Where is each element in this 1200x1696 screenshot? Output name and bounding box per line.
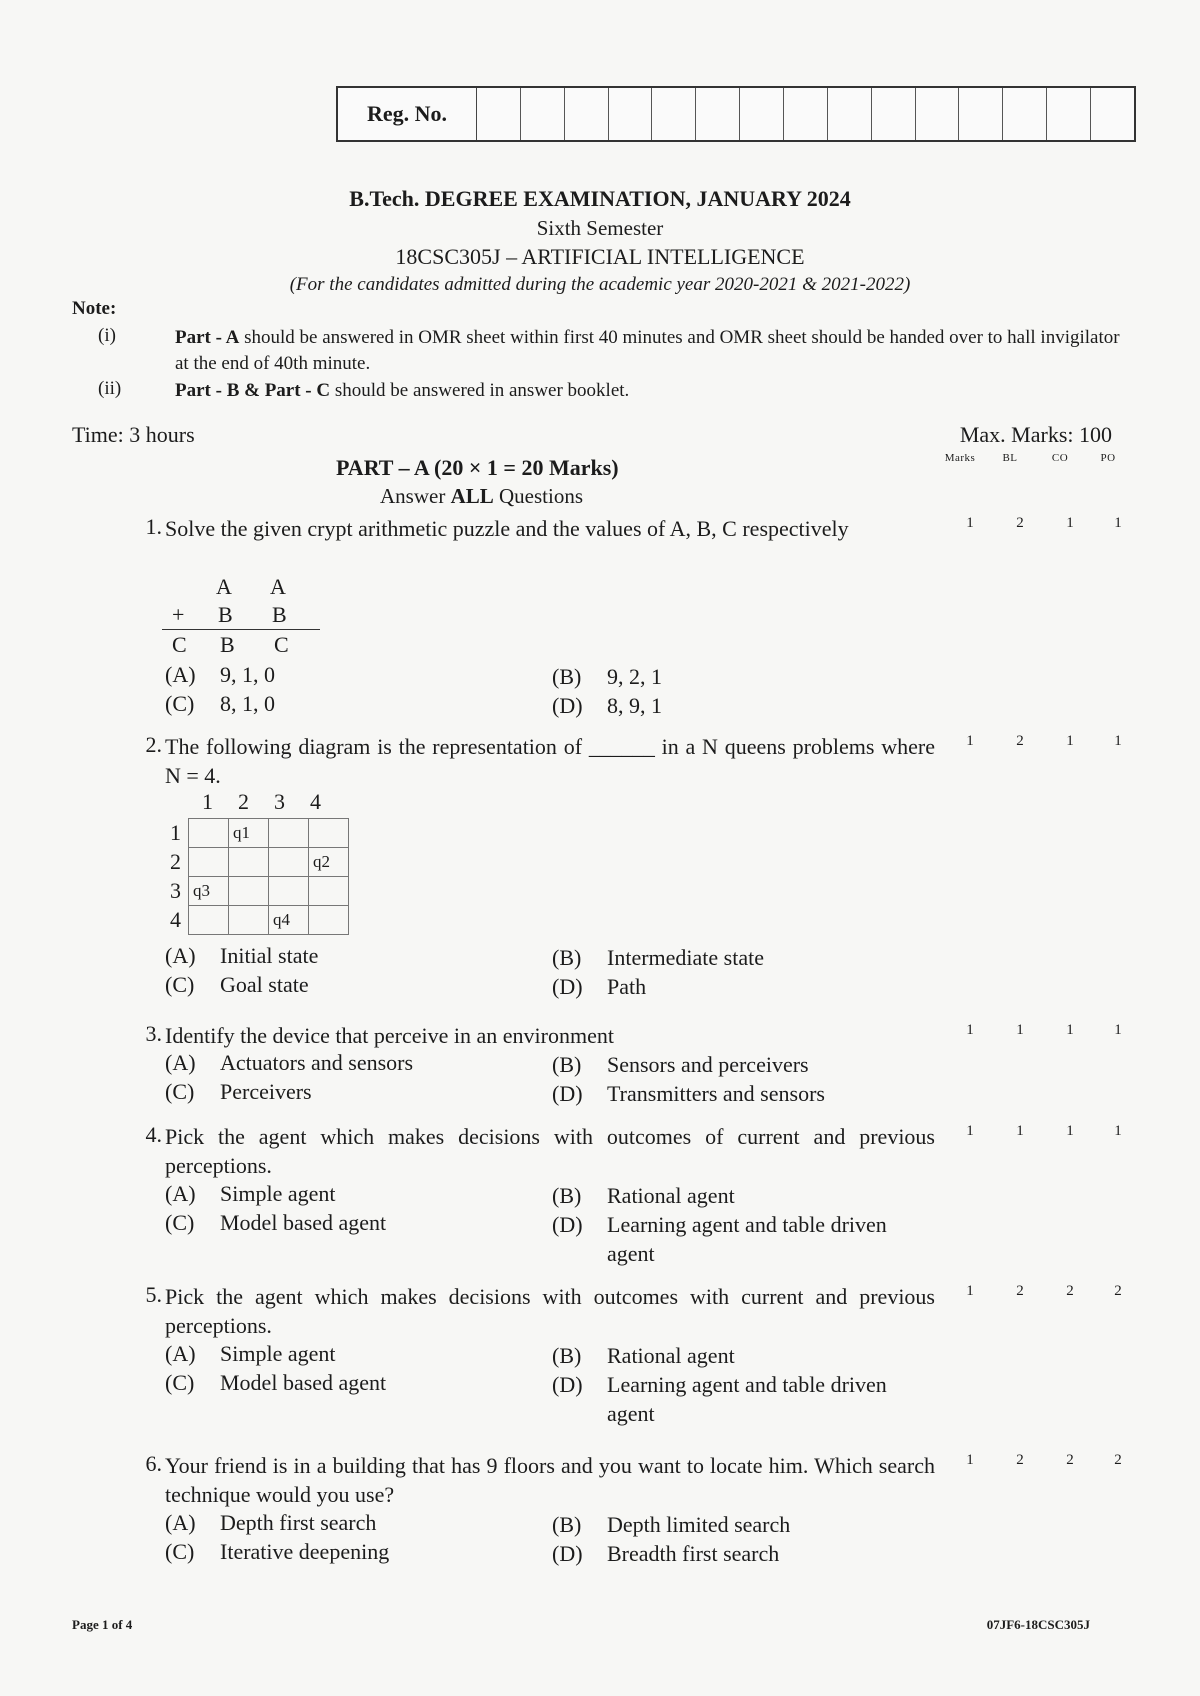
note-heading: Note: xyxy=(72,298,117,319)
option-text: 9, 2, 1 xyxy=(607,664,662,689)
board-row xyxy=(189,877,349,906)
board-cell: q3 xyxy=(189,877,229,906)
option-label: (B) xyxy=(552,945,582,970)
option-text: Actuators and sensors xyxy=(220,1050,414,1075)
puzzle-letter: A xyxy=(270,574,286,599)
puzzle-letter: B xyxy=(272,602,287,627)
board-cell: q2 xyxy=(309,848,349,877)
reg-no-label: Reg. No. xyxy=(338,88,477,140)
part-a-instruction xyxy=(380,484,583,509)
option-label: (C) xyxy=(165,1539,195,1564)
option xyxy=(552,1341,942,1370)
board-col-label: 1 xyxy=(202,789,213,814)
option-label: (A) xyxy=(165,1050,196,1075)
board-col-label: 2 xyxy=(238,789,249,814)
puzzle-letter: C xyxy=(274,632,289,657)
board-cell xyxy=(189,819,229,848)
option xyxy=(165,943,318,969)
option-label: (B) xyxy=(552,1512,582,1537)
question-number: 2. xyxy=(145,732,162,757)
puzzle-sum-line xyxy=(162,629,320,630)
question-number: 5. xyxy=(145,1282,162,1307)
option-label: (B) xyxy=(552,1183,582,1208)
option-text: Initial state xyxy=(220,943,319,968)
column-header-co: CO xyxy=(1051,452,1069,464)
option-text: Iterative deepening xyxy=(220,1539,390,1564)
board-cell xyxy=(229,877,269,906)
question-po: 1 xyxy=(1114,515,1122,531)
puzzle-letter: B xyxy=(218,602,233,627)
semester: Sixth Semester xyxy=(536,216,664,240)
reg-no-cell xyxy=(872,88,916,140)
board-cell xyxy=(309,819,349,848)
option-text: 8, 9, 1 xyxy=(607,693,662,718)
option xyxy=(165,1079,312,1105)
question-bl: 2 xyxy=(1016,1283,1024,1299)
option xyxy=(552,1050,942,1079)
board-col-label: 4 xyxy=(310,789,321,814)
question-text: Pick the agent which makes decisions with outcomes with current and previous perceptions. xyxy=(165,1284,935,1338)
board-cell: q1 xyxy=(229,819,269,848)
note-item-number: (i) xyxy=(98,325,116,346)
reg-no-cell xyxy=(828,88,872,140)
puzzle-letter: B xyxy=(220,632,235,657)
question-bl: 2 xyxy=(1016,515,1024,531)
paper-code: 07JF6-18CSC305J xyxy=(986,1617,1090,1632)
note-item-bold: Part - A xyxy=(175,327,240,348)
question-number: 6. xyxy=(145,1451,162,1476)
option-label: (D) xyxy=(552,693,583,718)
board-row xyxy=(189,819,349,848)
option-label: (B) xyxy=(552,1343,582,1368)
column-header-po: PO xyxy=(1100,452,1116,464)
note-item xyxy=(175,325,1125,377)
option xyxy=(552,1210,942,1268)
board-row xyxy=(189,848,349,877)
board-cell: q4 xyxy=(269,906,309,935)
board-row-label: 2 xyxy=(170,849,181,874)
board-cell xyxy=(189,906,229,935)
option-text: Simple agent xyxy=(220,1181,336,1206)
question-co: 1 xyxy=(1066,733,1074,749)
puzzle-letter: C xyxy=(172,632,187,657)
option-label: (C) xyxy=(165,972,195,997)
page-number: Page 1 of 4 xyxy=(72,1617,133,1632)
option xyxy=(165,662,275,688)
note-item-bold: Part - B & Part - C xyxy=(175,380,331,401)
puzzle-plus: + xyxy=(172,602,185,627)
option-label: (C) xyxy=(165,1370,195,1395)
board-col-label: 3 xyxy=(274,789,285,814)
question-po: 2 xyxy=(1114,1283,1122,1299)
question-marks: 1 xyxy=(966,1452,974,1468)
option-text: Intermediate state xyxy=(607,945,764,970)
question-co: 1 xyxy=(1066,1022,1074,1038)
option-label: (D) xyxy=(552,1212,583,1237)
option-label: (A) xyxy=(165,1510,196,1535)
option xyxy=(165,1050,413,1076)
note-item xyxy=(175,378,1125,404)
reg-no-cell xyxy=(1047,88,1091,140)
instruction-bold: ALL xyxy=(450,484,494,508)
option xyxy=(165,691,275,717)
board-cell xyxy=(269,848,309,877)
question-co: 2 xyxy=(1066,1452,1074,1468)
option-text: Transmitters and sensors xyxy=(607,1081,825,1106)
question-text: Your friend is in a building that has 9 floors and you want to locate him. Which search technique would you use? xyxy=(165,1453,935,1507)
option-label: (B) xyxy=(552,664,582,689)
option xyxy=(552,1539,942,1568)
option-text: Learning agent and table driven agent xyxy=(607,1212,887,1266)
option-text: Learning agent and table driven agent xyxy=(607,1372,887,1426)
option-label: (C) xyxy=(165,691,195,716)
note-item-number: (ii) xyxy=(98,378,122,399)
instruction-text: Answer xyxy=(380,484,451,508)
board-cell xyxy=(309,877,349,906)
question-text: The following diagram is the representation of ______ in a N queens problems where N = 4. xyxy=(165,734,935,788)
option-text: Rational agent xyxy=(607,1343,735,1368)
option-label: (B) xyxy=(552,1052,582,1077)
option xyxy=(165,1539,389,1565)
option-text: Perceivers xyxy=(220,1079,312,1104)
reg-no-cell xyxy=(959,88,1003,140)
question-number: 4. xyxy=(145,1122,162,1147)
option xyxy=(552,943,942,972)
question-text: Pick the agent which makes decisions with outcomes of current and previous perceptions. xyxy=(165,1124,935,1178)
option-text: Model based agent xyxy=(220,1210,387,1235)
option xyxy=(165,1370,386,1396)
option-label: (A) xyxy=(165,1181,196,1206)
option xyxy=(552,1181,942,1210)
board-cell xyxy=(269,877,309,906)
option xyxy=(552,1079,942,1108)
question-po: 1 xyxy=(1114,733,1122,749)
board-row-label: 4 xyxy=(170,907,181,932)
option-text: Path xyxy=(607,974,647,999)
max-marks: Max. Marks: 100 xyxy=(959,422,1112,447)
question-marks: 1 xyxy=(966,733,974,749)
option-label: (A) xyxy=(165,662,196,687)
reg-no-cell xyxy=(696,88,740,140)
n-queens-board xyxy=(188,818,349,935)
board-row-label: 3 xyxy=(170,878,181,903)
option-text: Sensors and perceivers xyxy=(607,1052,809,1077)
option-label: (C) xyxy=(165,1079,195,1104)
reg-no-cell xyxy=(609,88,653,140)
option-text: Goal state xyxy=(220,972,309,997)
question-marks: 1 xyxy=(966,1123,974,1139)
option-text: Depth limited search xyxy=(607,1512,791,1537)
question-bl: 1 xyxy=(1016,1123,1024,1139)
reg-no-cell xyxy=(477,88,521,140)
option-label: (A) xyxy=(165,1341,196,1366)
board-row-label: 1 xyxy=(170,820,181,845)
question-co: 1 xyxy=(1066,515,1074,531)
option-label: (C) xyxy=(165,1210,195,1235)
board-cell xyxy=(229,848,269,877)
reg-no-cell xyxy=(916,88,960,140)
option-text: Breadth first search xyxy=(607,1541,780,1566)
question-number: 3. xyxy=(145,1021,162,1046)
reg-no-cell xyxy=(1091,88,1134,140)
reg-no-box xyxy=(336,86,1136,142)
note-item-text: should be answered in OMR sheet within first 40 minutes and OMR sheet should be handed over to hall invigilator at the end of 40th minute. xyxy=(175,327,1120,374)
question-text: Solve the given crypt arithmetic puzzle and the values of A, B, C respectively xyxy=(165,516,849,541)
board-cell xyxy=(189,848,229,877)
option xyxy=(165,972,309,998)
option xyxy=(552,972,942,1001)
question-co: 2 xyxy=(1066,1283,1074,1299)
reg-no-cell xyxy=(740,88,784,140)
option-text: Depth first search xyxy=(220,1510,377,1535)
puzzle-letter: A xyxy=(216,574,232,599)
question-bl: 2 xyxy=(1016,1452,1024,1468)
option xyxy=(165,1510,376,1536)
option-text: 9, 1, 0 xyxy=(220,662,275,687)
board-cell xyxy=(229,906,269,935)
question-bl: 2 xyxy=(1016,733,1024,749)
reg-no-cell xyxy=(521,88,565,140)
option-label: (A) xyxy=(165,943,196,968)
option xyxy=(552,691,942,720)
option xyxy=(165,1341,335,1367)
option xyxy=(552,1370,942,1428)
option-text: Rational agent xyxy=(607,1183,735,1208)
question-text: Identify the device that perceive in an environment xyxy=(165,1023,614,1048)
question-bl: 1 xyxy=(1016,1022,1024,1038)
reg-no-cell xyxy=(652,88,696,140)
reg-no-cell xyxy=(1003,88,1047,140)
reg-no-cell xyxy=(565,88,609,140)
option xyxy=(165,1210,386,1236)
question-po: 2 xyxy=(1114,1452,1122,1468)
board-row xyxy=(189,906,349,935)
board-cell xyxy=(269,819,309,848)
option-text: 8, 1, 0 xyxy=(220,691,275,716)
option-label: (D) xyxy=(552,974,583,999)
option xyxy=(165,1181,335,1207)
option-label: (D) xyxy=(552,1081,583,1106)
reg-no-cell xyxy=(784,88,828,140)
question-po: 1 xyxy=(1114,1123,1122,1139)
instruction-text: Questions xyxy=(493,484,584,508)
question-marks: 1 xyxy=(966,1283,974,1299)
column-header-marks: Marks xyxy=(944,452,976,464)
question-co: 1 xyxy=(1066,1123,1074,1139)
note-item-text: should be answered in answer booklet. xyxy=(330,380,630,401)
question-number: 1. xyxy=(145,514,162,539)
course-title: 18CSC305J – ARTIFICIAL INTELLIGENCE xyxy=(395,244,805,269)
part-a-heading: PART – A (20 × 1 = 20 Marks) xyxy=(336,455,619,480)
exam-title: B.Tech. DEGREE EXAMINATION, JANUARY 2024 xyxy=(349,186,851,211)
option xyxy=(552,1510,942,1539)
candidates-note: (For the candidates admitted during the academic year 2020-2021 & 2021-2022) xyxy=(289,274,911,295)
board-cell xyxy=(309,906,349,935)
question-po: 1 xyxy=(1114,1022,1122,1038)
option-label: (D) xyxy=(552,1541,583,1566)
option xyxy=(552,662,942,691)
question-marks: 1 xyxy=(966,515,974,531)
question-marks: 1 xyxy=(966,1022,974,1038)
option-text: Simple agent xyxy=(220,1341,336,1366)
option-label: (D) xyxy=(552,1372,583,1397)
option-text: Model based agent xyxy=(220,1370,387,1395)
exam-time: Time: 3 hours xyxy=(72,422,195,447)
column-header-bl: BL xyxy=(1002,452,1018,464)
